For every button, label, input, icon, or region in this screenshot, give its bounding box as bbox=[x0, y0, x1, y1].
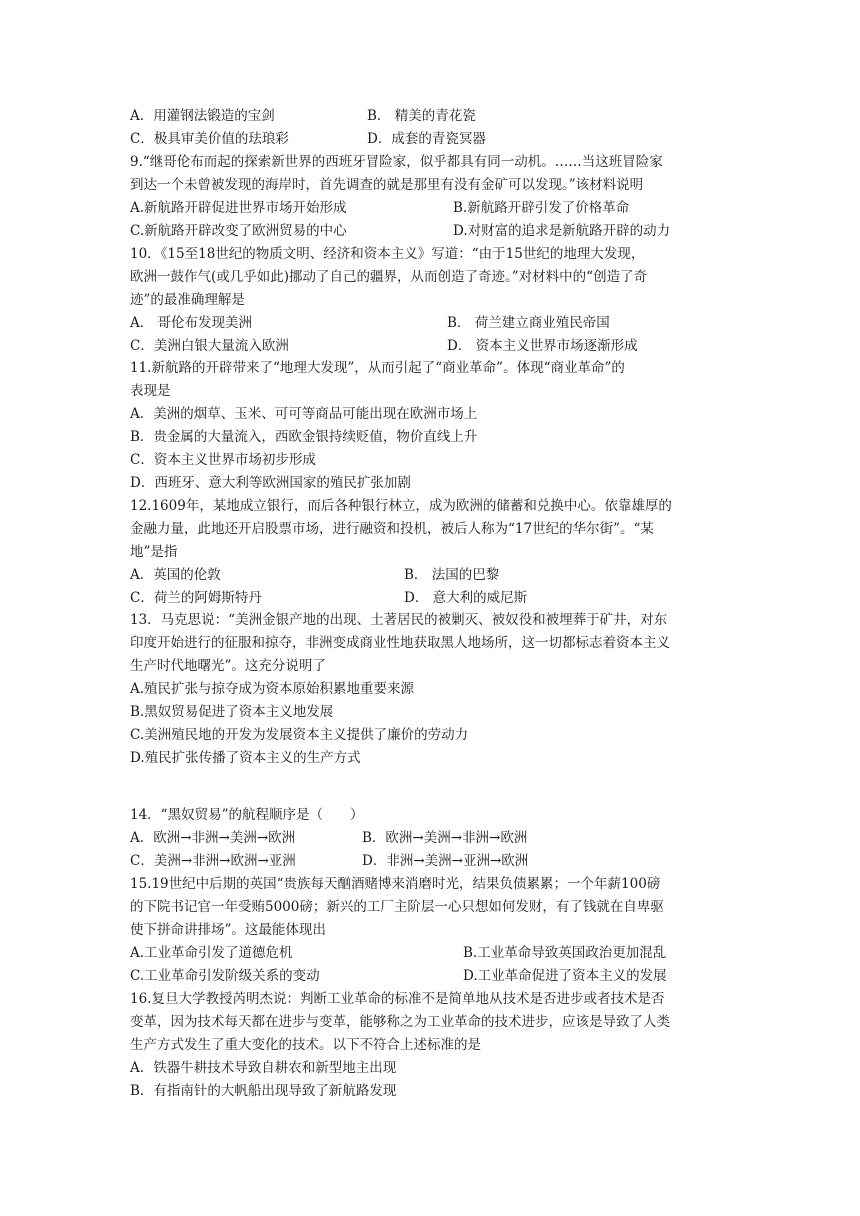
q9-stem-line-1: 9.“继哥伦布而起的探索新世界的西班牙冒险家，似乎都具有同一动机。……当这班冒险家 bbox=[130, 154, 663, 170]
q14-options-row-2 bbox=[130, 850, 730, 872]
q8-option-b: B． 精美的青花瓷 bbox=[367, 108, 476, 124]
q8-options-row-2 bbox=[130, 128, 730, 150]
q12-option-b: B． 法国的巴黎 bbox=[404, 567, 500, 583]
q12-options-row-2 bbox=[130, 587, 730, 609]
q8-option-d: D．成套的青瓷冥器 bbox=[367, 131, 486, 147]
q10-stem-line-1: 10．《15至18世纪的物质文明、经济和资本主义》写道：“由于15世纪的地理大发现， bbox=[130, 246, 645, 262]
q16-stem-line-3: 生产方式发生了重大变化的技术。以下不符合上述标准的是 bbox=[130, 1037, 481, 1053]
q14-options-row-1 bbox=[130, 827, 730, 849]
q16-stem-line-2: 变革，因为技术每天都在进步与变革，能够称之为工业革命的技术进步，应该是导致了人类 bbox=[130, 1014, 670, 1030]
q10-stem-line-3: 迹”的最准确理解是 bbox=[130, 292, 245, 308]
q15-option-d: D.工业革命促进了资本主义的发展 bbox=[463, 968, 667, 984]
q14-option-b: B．欧洲→美洲→非洲→欧洲 bbox=[362, 830, 528, 846]
q12-stem-line-3: 地”是指 bbox=[130, 544, 178, 560]
q11-stem-line-1: 11.新航路的开辟带来了“地理大发现”，从而引起了“商业革命”。体现“商业革命”的 bbox=[130, 360, 625, 376]
q12-stem-line-1: 12.1609年，某地成立银行，而后各种银行林立，成为欧洲的储蓄和兑换中心。依靠雄厚的 bbox=[130, 498, 672, 514]
q10-option-d: D． 资本主义世界市场逐渐形成 bbox=[447, 338, 638, 354]
q14-option-a: A．欧洲→非洲→美洲→欧洲 bbox=[130, 830, 296, 846]
q12-stem-line-2: 金融力量，此地还开启股票市场，进行融资和投机，被后人称为“17世纪的华尔街”。“某 bbox=[130, 521, 654, 537]
q9-option-a: A.新航路开辟促进世界市场开始形成 bbox=[130, 200, 347, 216]
q15-options-row-1 bbox=[130, 942, 730, 964]
q13-option-b: B.黑奴贸易促进了资本主义地发展 bbox=[130, 704, 334, 720]
q13-option-a: A.殖民扩张与掠夺成为资本原始积累地重要来源 bbox=[130, 681, 415, 697]
q11-stem-line-2: 表现是 bbox=[130, 383, 171, 399]
q10-options-row-2 bbox=[130, 335, 730, 357]
q12-option-c: C．荷兰的阿姆斯特丹 bbox=[130, 590, 262, 606]
q10-option-a: A． 哥伦布发现美洲 bbox=[130, 315, 253, 331]
q12-option-a: A．英国的伦敦 bbox=[130, 567, 221, 583]
q8-option-c: C．极具审美价值的珐琅彩 bbox=[130, 131, 289, 147]
q9-options-row-1 bbox=[130, 197, 730, 219]
q9-option-d: D.对财富的追求是新航路开辟的动力 bbox=[453, 223, 671, 239]
q15-option-a: A.工业革命引发了道德危机 bbox=[130, 945, 293, 961]
q14-option-d: D．非洲→美洲→亚洲→欧洲 bbox=[362, 853, 529, 869]
q10-stem-line-2: 欧洲一鼓作气(或几乎如此)挪动了自己的疆界，从而创造了奇迹。”对材料中的“创造了奇 bbox=[130, 269, 648, 285]
q13-stem-line-2: 印度开始进行的征服和掠夺，非洲变成商业性地获取黑人地场所，这一切都标志着资本主义 bbox=[130, 635, 670, 651]
q13-stem-line-3: 生产时代地曙光”。这充分说明了 bbox=[130, 658, 326, 674]
q11-option-b: B．贵金属的大量流入，西欧金银持续贬值，物价直线上升 bbox=[130, 429, 478, 445]
q14-option-c: C．美洲→非洲→欧洲→亚洲 bbox=[130, 853, 296, 869]
q11-option-d: D．西班牙、意大利等欧洲国家的殖民扩张加剧 bbox=[130, 475, 411, 491]
q15-stem-line-1: 15.19世纪中后期的英国“贵族每天酗酒赌博来消磨时光，结果负债累累；一个年薪100磅 bbox=[130, 876, 661, 892]
q13-option-d: D.殖民扩张传播了资本主义的生产方式 bbox=[130, 750, 361, 766]
q10-option-c: C．美洲白银大量流入欧洲 bbox=[130, 338, 289, 354]
q13-option-c: C.美洲殖民地的开发为发展资本主义提供了廉价的劳动力 bbox=[130, 727, 469, 743]
q9-option-c: C.新航路开辟改变了欧洲贸易的中心 bbox=[130, 223, 347, 239]
q15-stem-line-2: 的下院书记官一年受贿5000磅；新兴的工厂主阶层一心只想如何发财，有了钱就在自卑驱 bbox=[130, 899, 664, 915]
q10-options-row-1 bbox=[130, 312, 730, 334]
q10-option-b: B． 荷兰建立商业殖民帝国 bbox=[447, 315, 610, 331]
q15-options-row-2 bbox=[130, 965, 730, 987]
q13-stem-line-1: 13．马克思说：“美洲金银产地的出现、土著居民的被剿灭、被奴役和被埋葬于矿井，对东 bbox=[130, 612, 668, 628]
q9-options-row-2 bbox=[130, 220, 730, 242]
q8-options-row-1 bbox=[130, 105, 730, 127]
q8-option-a: A．用灌钢法锻造的宝剑 bbox=[130, 108, 275, 124]
q16-option-b: B．有指南针的大帆船出现导致了新航路发现 bbox=[130, 1083, 397, 1099]
q15-stem-line-3: 使下拼命讲排场”。这最能体现出 bbox=[130, 922, 326, 938]
q16-stem-line-1: 16.复旦大学教授芮明杰说：判断工业革命的标准不是简单地从技术是否进步或者技术是否 bbox=[130, 991, 665, 1007]
q11-option-a: A．美洲的烟草、玉米、可可等商品可能出现在欧洲市场上 bbox=[130, 406, 478, 422]
q12-option-d: D． 意大利的威尼斯 bbox=[404, 590, 528, 606]
q9-stem-line-2: 到达一个未曾被发现的海岸时，首先调查的就是那里有没有金矿可以发现。”该材料说明 bbox=[130, 177, 644, 193]
q16-option-a: A．铁器牛耕技术导致自耕农和新型地主出现 bbox=[130, 1060, 397, 1076]
q11-option-c: C．资本主义世界市场初步形成 bbox=[130, 452, 316, 468]
q12-options-row-1 bbox=[130, 564, 730, 586]
q15-option-b: B.工业革命导致英国政治更加混乱 bbox=[463, 945, 667, 961]
q9-option-b: B.新航路开辟引发了价格革命 bbox=[453, 200, 630, 216]
q15-option-c: C.工业革命引发阶级关系的变动 bbox=[130, 968, 320, 984]
q14-stem: 14．“黑奴贸易”的航程顺序是（ ） bbox=[130, 807, 364, 823]
